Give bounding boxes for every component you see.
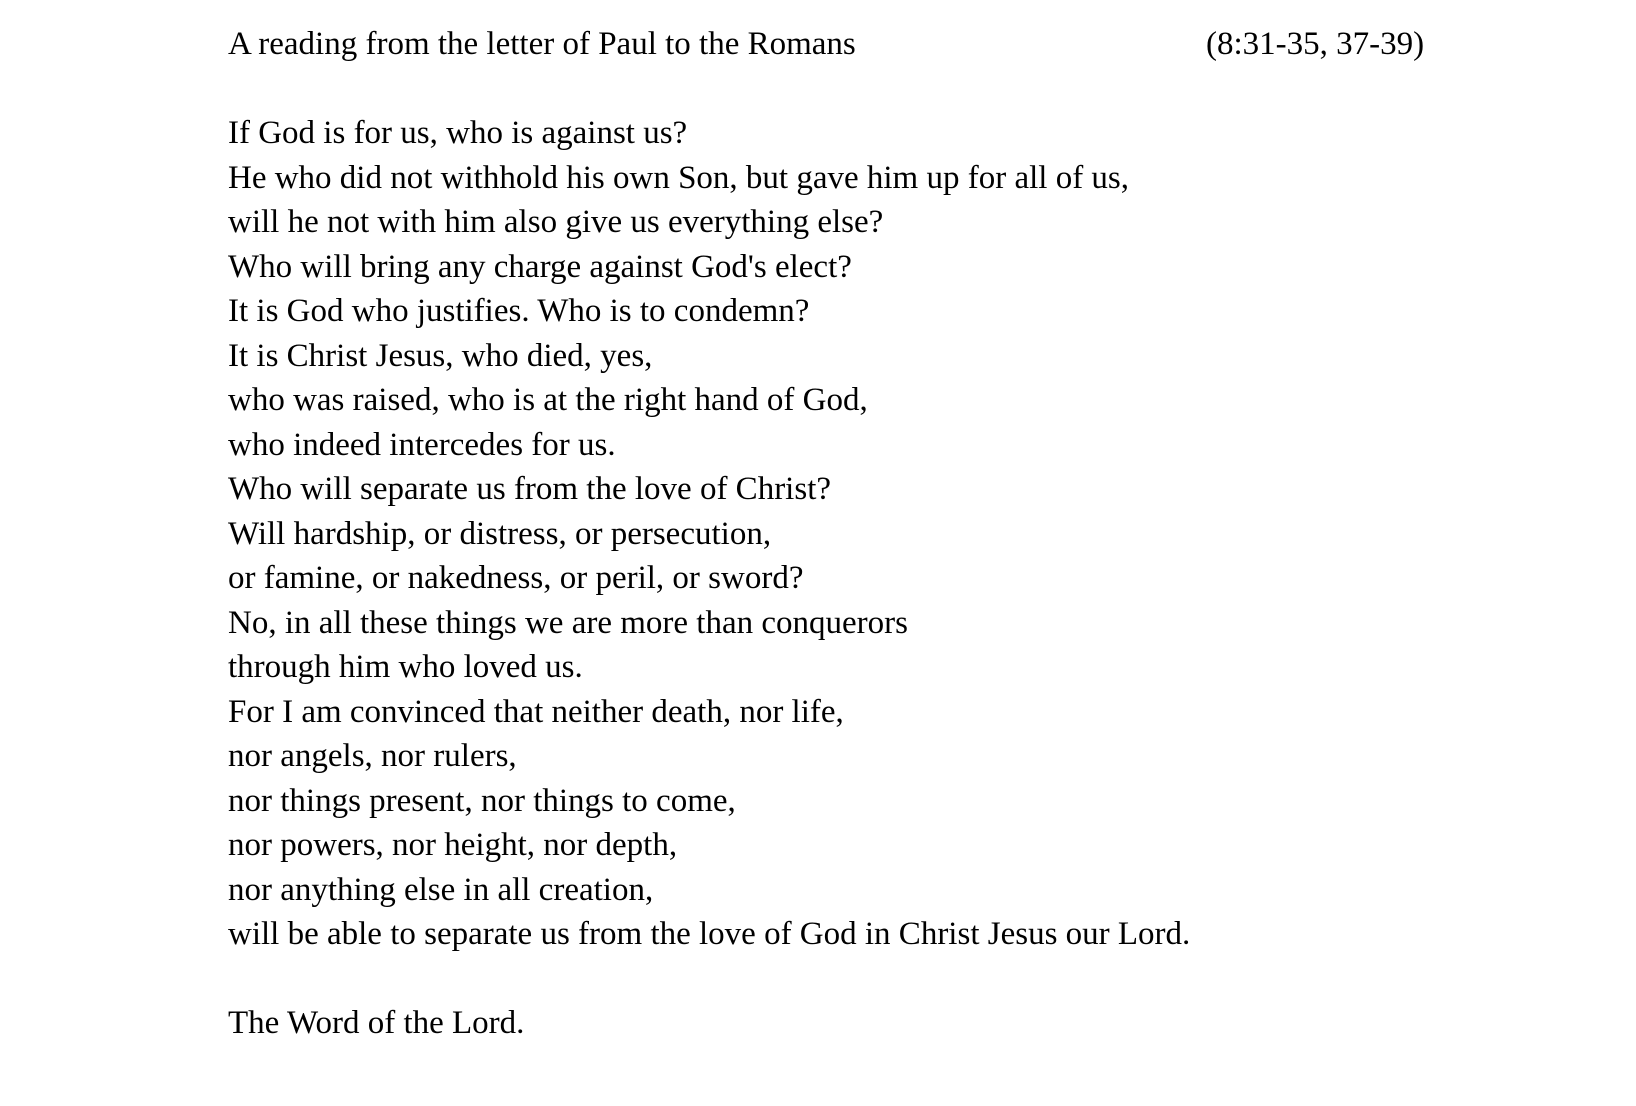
closing-line: The Word of the Lord. xyxy=(228,1005,525,1041)
scripture-reference: (8:31-35, 37-39) xyxy=(1206,26,1425,62)
reading-line: It is Christ Jesus, who died, yes, xyxy=(228,337,653,374)
blank-line xyxy=(228,957,1596,1002)
reading-line: Will hardship, or distress, or persecution, xyxy=(228,515,772,552)
reading-line: For I am convinced that neither death, nor life, xyxy=(228,693,844,730)
reading-header xyxy=(228,22,1596,67)
reading-title: A reading from the letter of Paul to the Romans xyxy=(228,26,856,62)
reading-line: Who will separate us from the love of Christ? xyxy=(228,471,832,507)
reading-line: No, in all these things we are more than conquerors xyxy=(228,604,908,641)
reading-line: nor angels, nor rulers, xyxy=(228,738,517,774)
reading-line: He who did not withhold his own Son, but gave him up for all of us, xyxy=(228,159,1130,196)
reading-line: Who will bring any charge against God's elect? xyxy=(228,248,852,285)
reading-line: or famine, or nakedness, or peril, or sword? xyxy=(228,560,804,596)
blank-line xyxy=(228,67,1596,112)
reading-line: will he not with him also give us everything else? xyxy=(228,204,884,240)
reading-line: nor powers, nor height, nor depth, xyxy=(228,827,678,863)
reading-line: nor things present, nor things to come, xyxy=(228,782,736,819)
reading-line: It is God who justifies. Who is to condemn? xyxy=(228,293,810,329)
reading-line: nor anything else in all creation, xyxy=(228,871,654,908)
reading-line: through him who loved us. xyxy=(228,649,583,685)
reading-line: who indeed intercedes for us. xyxy=(228,426,616,463)
reading-line: will be able to separate us from the love of God in Christ Jesus our Lord. xyxy=(228,916,1191,952)
reading-line: If God is for us, who is against us? xyxy=(228,115,688,151)
reading-line: who was raised, who is at the right hand of God, xyxy=(228,382,868,418)
